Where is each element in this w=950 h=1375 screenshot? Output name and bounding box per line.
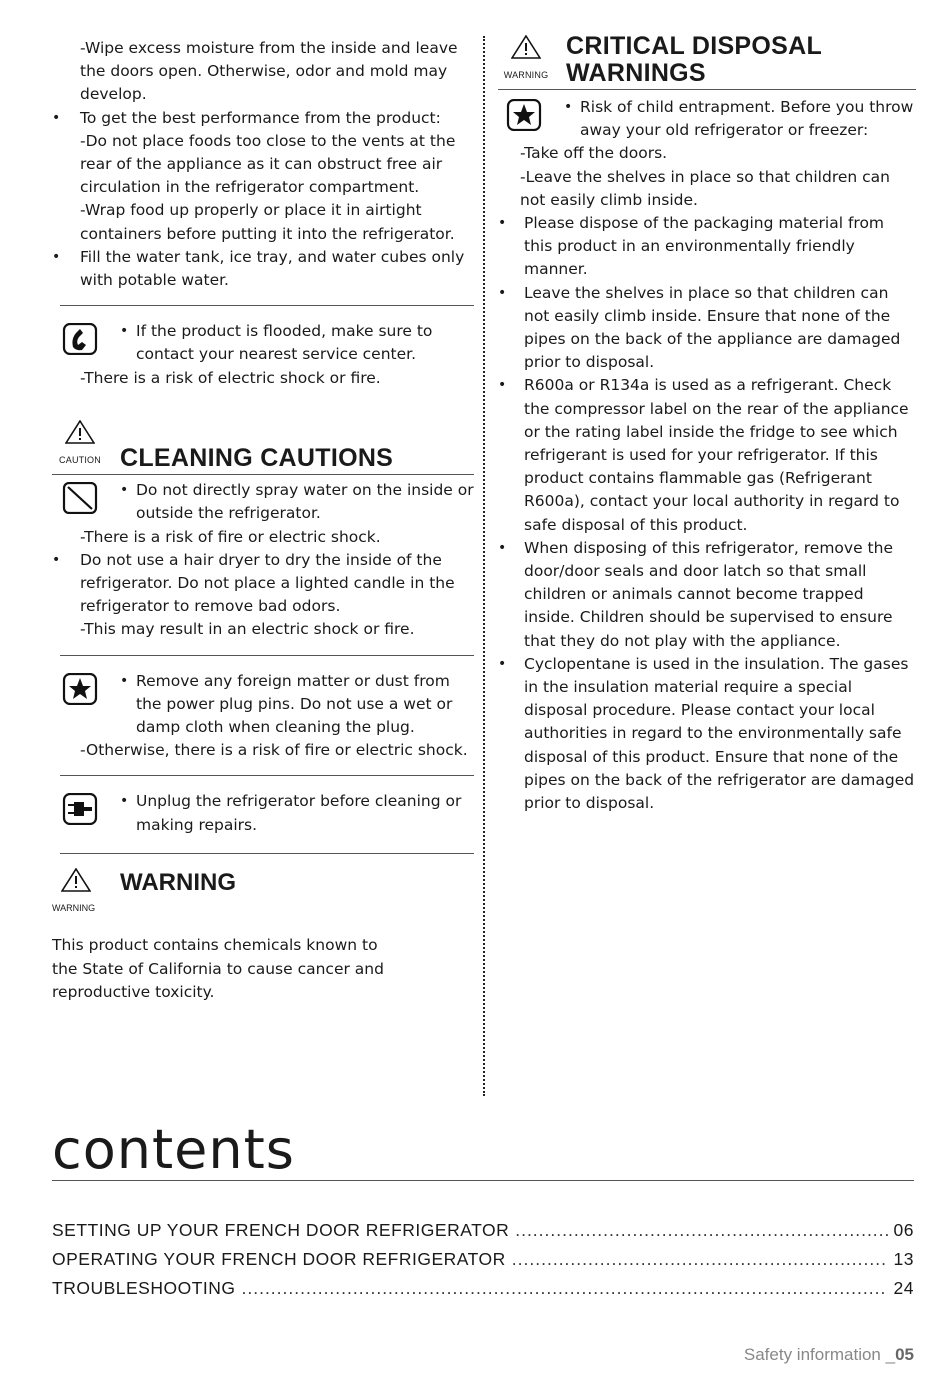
- warning-triangle-icon: [511, 35, 541, 59]
- no-spray-icon: [62, 482, 100, 514]
- flood-note-text: • If the product is flooded, make sure to contact your nearest service center.: [116, 320, 474, 366]
- entrap-sub-2: -Leave the shelves in place so that children can not easily climb inside.: [520, 167, 890, 209]
- entrap-note-text: • Risk of child entrapment. Before you throw away your old refrigerator or freezer:: [560, 96, 916, 142]
- warning-heading: [52, 868, 474, 920]
- caution-triangle-icon: [65, 420, 95, 444]
- right-column: [498, 33, 916, 815]
- entrap-note: [498, 96, 916, 142]
- bullet-item: • Fill the water tank, ice tray, and water cubes only with potable water.: [52, 246, 474, 292]
- disposal-title-line1: CRITICAL DISPOSAL: [566, 32, 823, 60]
- warning-label: WARNING: [503, 69, 549, 80]
- sub-item: -Do not place foods too close to the vents at the rear of the appliance as it can obstruct free air circulation in the refrigerator compartment.: [80, 131, 456, 197]
- caution-triangle: [52, 420, 108, 472]
- unplug-note-text: • Unplug the refrigerator before cleaning or making repairs.: [116, 790, 474, 836]
- page-number: 05: [895, 1345, 914, 1364]
- left-column: [52, 37, 474, 1004]
- dryer-item: • Do not use a hair dryer to dry the inside of the refrigerator. Do not place a lighted candle in the refrigerator to remove bad odors.: [52, 549, 474, 619]
- warning-triangle-icon: [61, 868, 91, 892]
- toc-entry[interactable]: [52, 1278, 914, 1307]
- disposal-heading: [498, 33, 916, 90]
- divider: [60, 655, 474, 656]
- disposal-title: [566, 33, 822, 87]
- toc-leader: [512, 1249, 888, 1270]
- entrap-sub-1: -Take off the doors.: [520, 144, 668, 163]
- spray-note-text: • Do not directly spray water on the inside or outside the refrigerator.: [116, 479, 474, 525]
- cleaning-heading: [52, 420, 474, 475]
- bullet-item: • To get the best performance from the product:: [52, 107, 474, 130]
- divider: [60, 775, 474, 776]
- divider: [60, 305, 474, 306]
- flood-sub: -There is a risk of electric shock or fire.: [80, 368, 381, 387]
- disposal-list: [498, 212, 916, 815]
- warning-triangle: [498, 35, 554, 87]
- plug-note-text: • Remove any foreign matter or dust from the power plug pins. Do not use a wet or damp cloth when cleaning the plug.: [116, 670, 474, 740]
- footer-section: Safety information _: [743, 1345, 896, 1364]
- toc: [52, 1220, 914, 1307]
- plug-sub: -Otherwise, there is a risk of fire or electric shock.: [80, 741, 468, 760]
- sub-item: -Wipe excess moisture from the inside and leave the doors open. Otherwise, odor and mold may develop.: [80, 39, 458, 104]
- phone-icon: [62, 323, 100, 355]
- star-icon: [62, 673, 100, 705]
- spray-sub: -There is a risk of fire or electric shock.: [80, 527, 381, 546]
- bullet-item: • Leave the shelves in place so that children can not easily climb inside. Ensure that none of the pipes on the back of the appliance are damaged prior to disposal.: [498, 282, 916, 375]
- unplug-icon: [62, 793, 100, 825]
- caution-label: CAUTION: [59, 455, 101, 466]
- contents-rule: [52, 1180, 914, 1181]
- bullet-item: • R600a or R134a is used as a refrigerant. Check the compressor label on the rear of the appliance or the rating label inside the fridge to see which refrigerant is used for your refrigerator. If this product contains flammable gas (Refrigerant R600a), contact your local authority in regard to safe disposal of this product.: [498, 374, 916, 536]
- warning-title: WARNING: [120, 868, 236, 896]
- bullet-item: • Please dispose of the packaging material from this product in an environmentally friendly manner.: [498, 212, 916, 282]
- toc-entry[interactable]: [52, 1220, 914, 1249]
- toc-entry-label: OPERATING YOUR FRENCH DOOR REFRIGERATOR: [52, 1249, 506, 1269]
- unplug-note: [52, 790, 474, 836]
- bullet-item: • When disposing of this refrigerator, remove the door/door seals and door latch so that small children or animals cannot become trapped inside. Children should be supervised to ensure that they do not play with the appliance.: [498, 537, 916, 653]
- divider: [60, 853, 474, 854]
- cleaning-title: CLEANING CAUTIONS: [120, 444, 394, 473]
- flood-note: [52, 320, 474, 366]
- toc-entry-page: 13: [893, 1249, 914, 1269]
- toc-leader: [242, 1278, 888, 1299]
- toc-leader: [515, 1220, 887, 1241]
- warning-text: This product contains chemicals known to the State of California to cause cancer and reproductive toxicity.: [52, 936, 384, 1001]
- toc-entry-label: TROUBLESHOOTING: [52, 1278, 236, 1298]
- disposal-title-line2: WARNINGS: [566, 59, 706, 87]
- contents-title: contents: [52, 1118, 295, 1181]
- intro-list: [52, 37, 474, 292]
- plug-note: [52, 670, 474, 740]
- toc-entry[interactable]: [52, 1249, 914, 1278]
- column-divider: [483, 36, 485, 1096]
- toc-entry-page: 24: [893, 1278, 914, 1298]
- toc-entry-label: SETTING UP YOUR FRENCH DOOR REFRIGERATOR: [52, 1220, 510, 1240]
- spray-note: [52, 479, 474, 525]
- toc-entry-page: 06: [893, 1220, 914, 1240]
- page-footer: [744, 1345, 914, 1365]
- dryer-sub: -This may result in an electric shock or fire.: [80, 620, 415, 639]
- bullet-item: • Cyclopentane is used in the insulation. The gases in the insulation material require a special disposal procedure. Please contact your local authorities in regard to the environmentally safe disposal of this product. Ensure that none of the pipes on the back of the refrigerator are damaged prior to disposal.: [498, 653, 916, 815]
- sub-item: -Wrap food up properly or place it in airtight containers before putting it into the refrigerator.: [80, 201, 455, 243]
- star-icon: [506, 99, 544, 131]
- warning-label: WARNING: [52, 903, 96, 914]
